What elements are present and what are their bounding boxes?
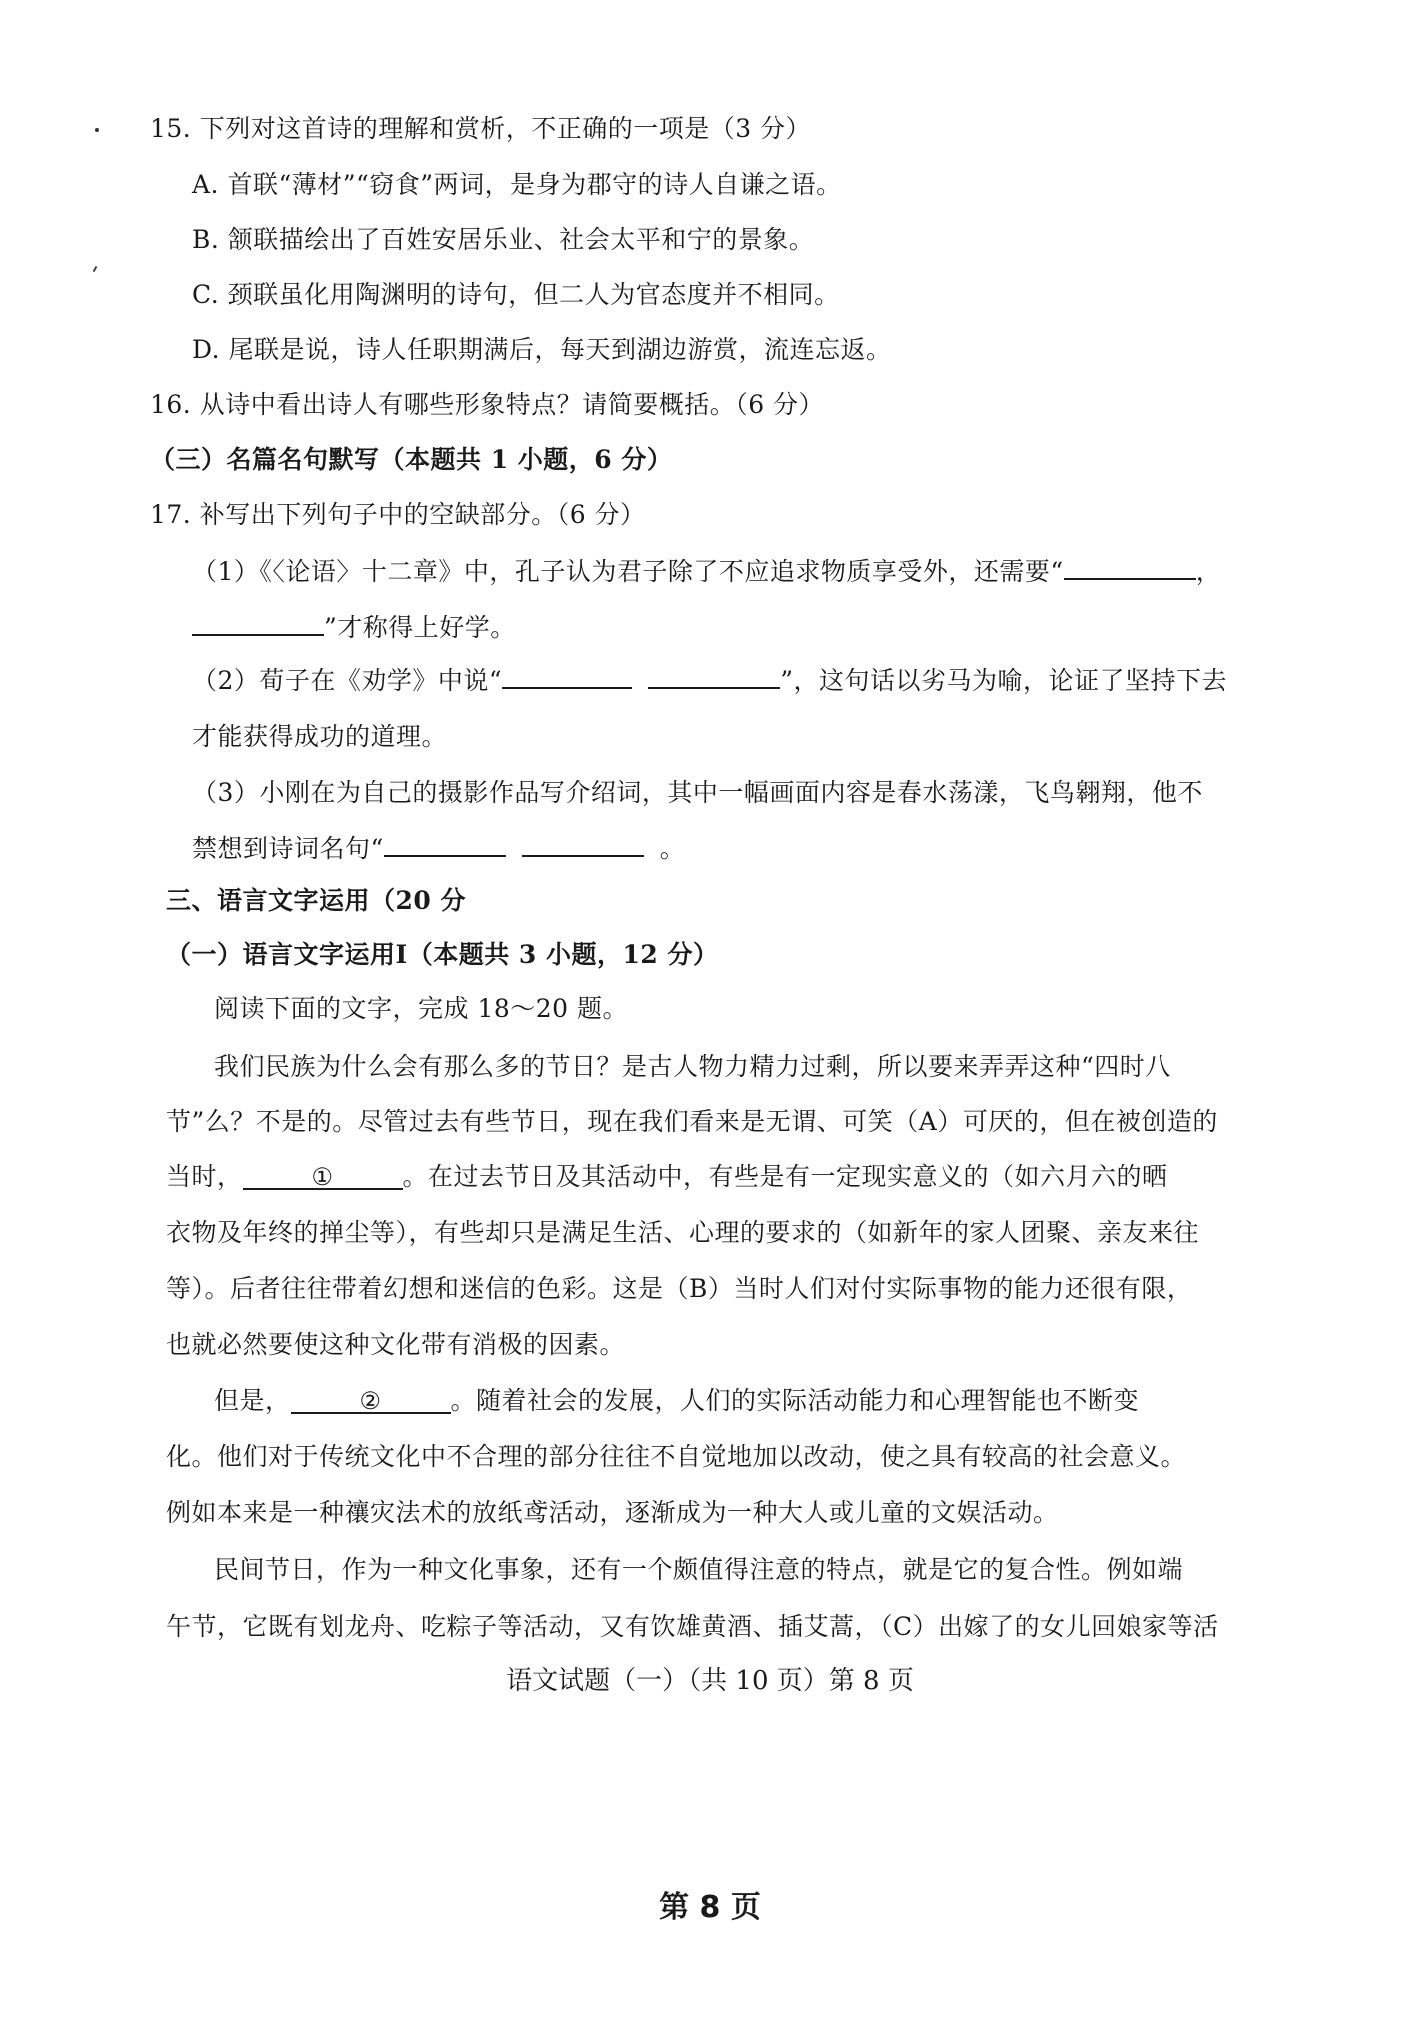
q17-part1-text-end: ”才称得上好学。: [324, 613, 516, 642]
answer-blank[interactable]: [384, 833, 506, 857]
q17-stem: 17. 补写出下列句子中的空缺部分。（6 分）: [150, 500, 646, 529]
passage-line: 化。他们对于传统文化中不合理的部分往往不自觉地加以改动，使之具有较高的社会意义。: [166, 1442, 1187, 1471]
passage-line: 我们民族为什么会有那么多的节日？是古人物力精力过剩，所以要来弄弄这种“四时八: [214, 1052, 1171, 1081]
blank-1[interactable]: ①: [243, 1166, 403, 1190]
answer-blank[interactable]: [1064, 556, 1196, 580]
q17-part1-line1: [192, 555, 1221, 589]
section-heading: （三）名篇名句默写（本题共 1 小题，6 分）: [150, 445, 673, 474]
answer-blank[interactable]: [648, 665, 780, 689]
answer-blank[interactable]: [192, 612, 324, 636]
q15-stem: 15. 下列对这首诗的理解和赏析，不正确的一项是（3 分）: [150, 114, 812, 143]
blank-2[interactable]: ②: [291, 1390, 451, 1414]
q17-part3-line2: [192, 832, 685, 866]
passage-line: 午节，它既有划龙舟、吃粽子等活动，又有饮雄黄酒、插艾蒿，（C）出嫁了的女儿回娘家等活: [166, 1612, 1219, 1641]
q17-part3-text: 禁想到诗词名句“: [192, 834, 384, 863]
subsection-heading: （一）语言文字运用Ⅰ（本题共 3 小题，12 分）: [166, 940, 719, 969]
passage-text: 但是，: [214, 1386, 291, 1415]
scan-mark: [93, 266, 98, 272]
passage-line: 民间节日，作为一种文化事象，还有一个颇值得注意的特点，就是它的复合性。例如端: [214, 1555, 1184, 1584]
part-heading: 三、语言文字运用（20 分: [166, 886, 466, 915]
page-footer: 语文试题（一）（共 10 页）第 8 页: [506, 1666, 914, 1696]
passage-line: 节”么？不是的。尽管过去有些节日，现在我们看来是无谓、可笑（A）可厌的，但在被创造的: [166, 1107, 1218, 1136]
passage-text: 。随着社会的发展，人们的实际活动能力和心理智能也不断变: [450, 1386, 1140, 1415]
scan-mark: [95, 128, 99, 132]
q17-part2-line2: 才能获得成功的道理。: [192, 722, 448, 751]
answer-blank[interactable]: [522, 833, 644, 857]
q17-part2-text: （2）荀子在《劝学》中说“: [192, 666, 503, 695]
q17-part1-comma: ，: [1195, 557, 1222, 586]
q15-option-b: B. 颔联描绘出了百姓安居乐业、社会太平和宁的景象。: [192, 225, 815, 254]
passage-line: 例如本来是一种禳灾法术的放纸鸢活动，逐渐成为一种大人或儿童的文娱活动。: [166, 1498, 1059, 1527]
reading-instruction: 阅读下面的文字，完成 18～20 题。: [214, 994, 629, 1023]
q15-option-a: A. 首联“薄材”“窃食”两词，是身为郡守的诗人自谦之语。: [192, 170, 842, 199]
answer-blank[interactable]: [502, 665, 632, 689]
q17-part1-line2: [192, 611, 516, 645]
q17-part1-text: （1）《〈论语〉十二章》中，孔子认为君子除了不应追求物质享受外，还需要“: [192, 557, 1064, 586]
q17-part3-line1: （3）小刚在为自己的摄影作品写介绍词，其中一幅画面内容是春水荡漾，飞鸟翱翔，他不: [192, 778, 1203, 807]
passage-line: 也就必然要使这种文化带有消极的因素。: [166, 1330, 626, 1359]
passage-line: 等）。后者往往带着幻想和迷信的色彩。这是（B）当时人们对付实际事物的能力还很有限，: [166, 1274, 1193, 1303]
q15-option-c: C. 颈联虽化用陶渊明的诗句，但二人为官态度并不相同。: [192, 280, 840, 309]
q17-part2-text-end: ”，这句话以劣马为喻，论证了坚持下去: [780, 666, 1227, 695]
q17-part2-line1: [192, 664, 1227, 698]
passage-text: 当时，: [166, 1162, 243, 1191]
passage-line: [166, 1160, 1168, 1194]
q15-option-d: D. 尾联是说，诗人任职期满后，每天到湖边游赏，流连忘返。: [192, 335, 892, 364]
q16-stem: 16. 从诗中看出诗人有哪些形象特点？请简要概括。（6 分）: [150, 390, 825, 419]
q17-part3-period: 。: [659, 834, 686, 863]
passage-line: 衣物及年终的掸尘等），有些却只是满足生活、心理的要求的（如新年的家人团聚、亲友来往: [166, 1218, 1200, 1247]
passage-text: 。在过去节日及其活动中，有些是有一定现实意义的（如六月六的晒: [402, 1162, 1168, 1191]
page-number: 第 8 页: [659, 1890, 761, 1925]
passage-line: [214, 1384, 1139, 1418]
